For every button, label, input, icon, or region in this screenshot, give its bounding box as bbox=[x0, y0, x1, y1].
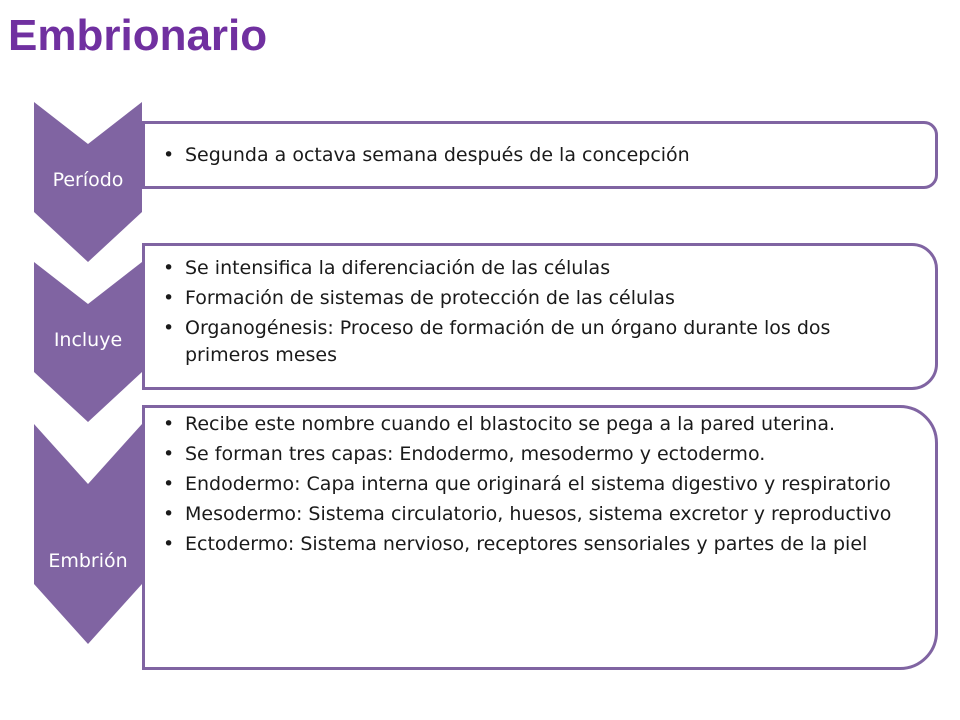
embryo-list bbox=[145, 408, 935, 558]
includes-box bbox=[142, 243, 938, 390]
list-item: • Endodermo: Capa interna que originará el sistema digestivo y respiratorio bbox=[185, 471, 917, 498]
embryo-box bbox=[142, 405, 938, 670]
list-item: • Mesodermo: Sistema circulatorio, huesos, sistema excretor y reproductivo bbox=[185, 501, 917, 528]
period-chevron bbox=[34, 102, 142, 262]
list-item: • Recibe este nombre cuando el blastocito se pega a la pared uterina. bbox=[185, 411, 917, 438]
list-item: • Formación de sistemas de protección de las células bbox=[185, 285, 917, 312]
embryo-label: Embrión bbox=[48, 550, 128, 572]
list-item: • Segunda a octava semana después de la concepción bbox=[185, 142, 917, 169]
includes-list bbox=[145, 246, 935, 369]
chevron-shape bbox=[34, 424, 142, 644]
page-title: Embrionario bbox=[8, 11, 268, 60]
embryo-chevron bbox=[34, 424, 142, 644]
includes-chevron bbox=[34, 262, 142, 422]
period-list bbox=[145, 124, 935, 169]
list-item: • Se intensifica la diferenciación de las células bbox=[185, 255, 917, 282]
includes-label: Incluye bbox=[53, 329, 123, 351]
period-box bbox=[142, 121, 938, 189]
list-item: • Ectodermo: Sistema nervioso, receptores sensoriales y partes de la piel bbox=[185, 531, 917, 558]
list-item: • Se forman tres capas: Endodermo, mesodermo y ectodermo. bbox=[185, 441, 917, 468]
period-label: Período bbox=[52, 169, 124, 191]
list-item: • Organogénesis: Proceso de formación de un órgano durante los dos primeros meses bbox=[185, 315, 917, 369]
